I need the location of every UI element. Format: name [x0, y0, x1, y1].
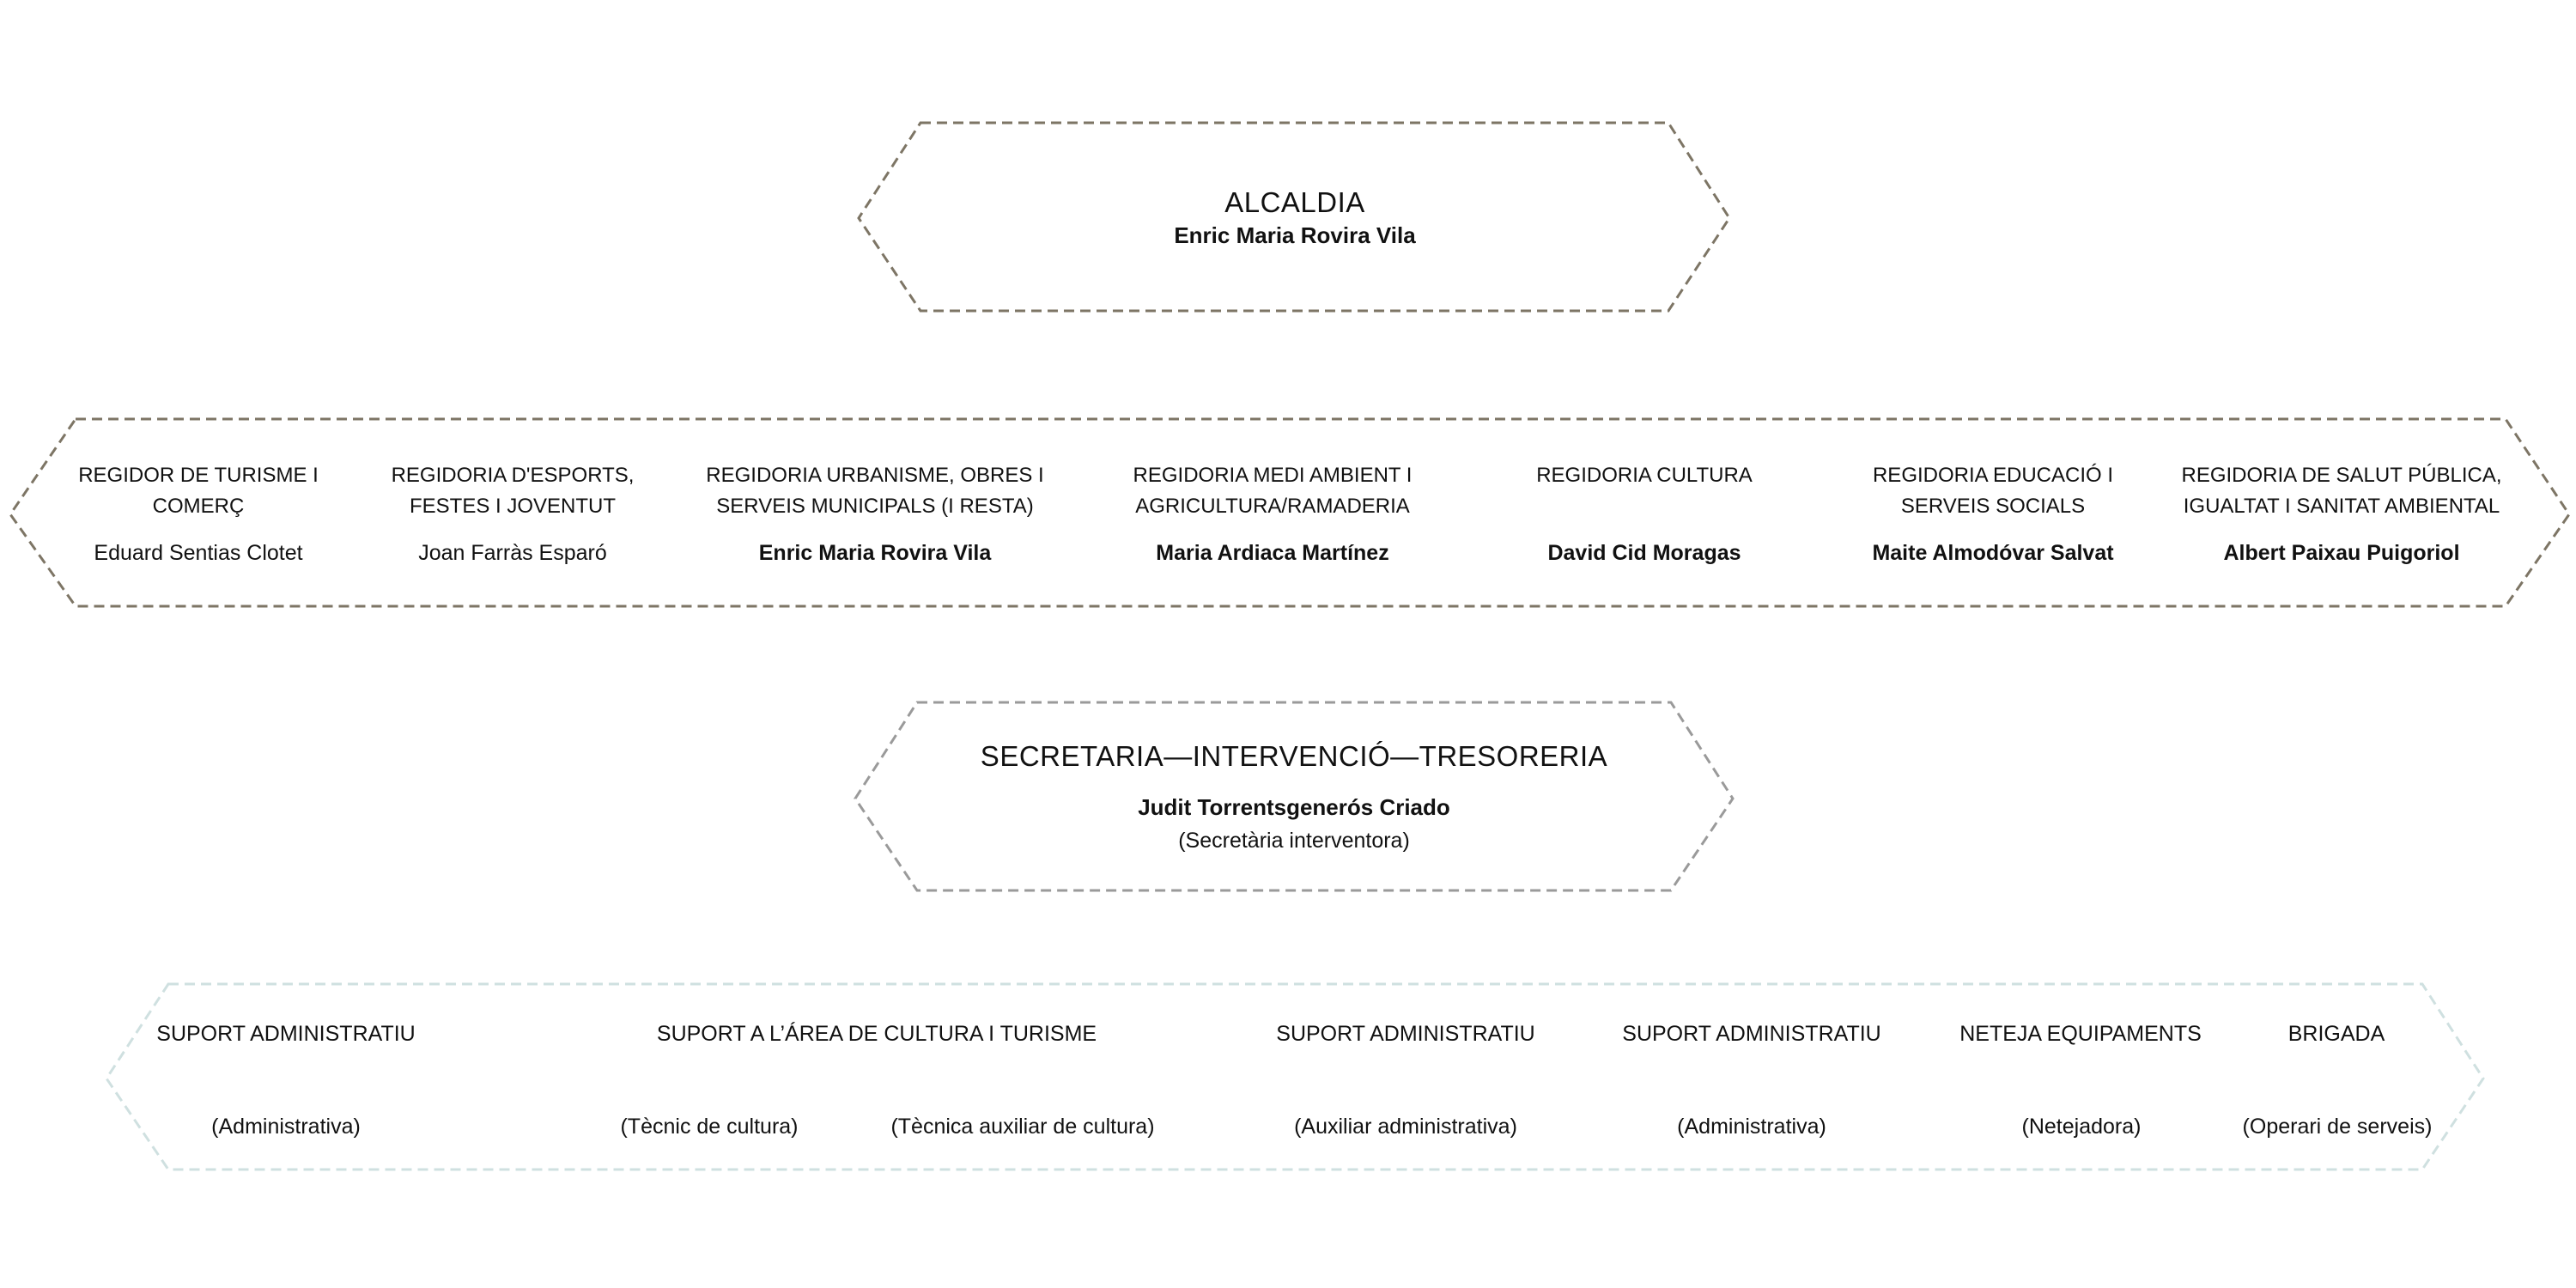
regidoria-6-role: REGIDORIA EDUCACIÓ I SERVEIS SOCIALS	[1872, 464, 2114, 518]
secretaria-name: Judit Torrentsgenerós Criado	[1138, 794, 1450, 820]
regidoria-6-name: Maite Almodóvar Salvat	[1872, 541, 2114, 565]
staff-position-tecnic-cultura: (Tècnic de cultura)	[620, 1115, 799, 1139]
staff-unit-brigada: BRIGADA	[2287, 1022, 2385, 1046]
regidoria-5-name: David Cid Moragas	[1547, 541, 1741, 565]
staff-position-tecnica-auxiliar-cultura: (Tècnica auxiliar de cultura)	[890, 1115, 1155, 1139]
alcaldia-title: ALCALDIA	[1224, 186, 1365, 218]
regidoria-5-role: REGIDORIA CULTURA	[1536, 464, 1753, 487]
staff-position-operari-serveis: (Operari de serveis)	[2242, 1115, 2433, 1139]
staff-unit-suport-administratiu-2: SUPORT ADMINISTRATIU	[1276, 1022, 1535, 1046]
regidoria-4-role: REGIDORIA MEDI AMBIENT I AGRICULTURA/RAMADERIA	[1133, 464, 1413, 518]
staff-position-administrativa-1: (Administrativa)	[211, 1115, 361, 1139]
regidoria-2-name: Joan Farràs Esparó	[418, 541, 607, 565]
regidoria-4-name: Maria Ardiaca Martínez	[1156, 541, 1389, 565]
regidoria-3-role: REGIDORIA URBANISME, OBRES I SERVEIS MUNICIPALS (I RESTA)	[706, 464, 1044, 518]
staff-position-netejadora: (Netejadora)	[2021, 1115, 2142, 1139]
staff-position-auxiliar-administrativa: (Auxiliar administrativa)	[1294, 1115, 1517, 1139]
staff-unit-suport-cultura-turisme: SUPORT A L’ÁREA DE CULTURA I TURISME	[656, 1022, 1097, 1046]
staff-position-administrativa-2: (Administrativa)	[1677, 1115, 1826, 1139]
regidoria-1-role: REGIDOR DE TURISME I COMERÇ	[78, 464, 319, 518]
regidoria-1-name: Eduard Sentias Clotet	[94, 541, 303, 565]
regidoria-7-role: REGIDORIA DE SALUT PÚBLICA, IGUALTAT I SANITAT AMBIENTAL	[2181, 464, 2502, 518]
staff-box	[106, 984, 2483, 1170]
regidoria-2-role: REGIDORIA D'ESPORTS, FESTES I JOVENTUT	[391, 464, 635, 518]
alcaldia-name: Enric Maria Rovira Vila	[1174, 222, 1416, 248]
secretaria-title: SECRETARIA—INTERVENCIÓ—TRESORERIA	[980, 740, 1608, 772]
staff-unit-neteja-equipaments: NETEJA EQUIPAMENTS	[1959, 1022, 2202, 1046]
staff-unit-suport-administratiu-3: SUPORT ADMINISTRATIU	[1622, 1022, 1881, 1046]
secretaria-subtitle: (Secretària interventora)	[1178, 829, 1410, 853]
regidoria-7-name: Albert Paixau Puigoriol	[2223, 541, 2460, 565]
staff-unit-suport-administratiu-1: SUPORT ADMINISTRATIU	[156, 1022, 416, 1046]
regidoria-3-name: Enric Maria Rovira Vila	[758, 541, 992, 565]
